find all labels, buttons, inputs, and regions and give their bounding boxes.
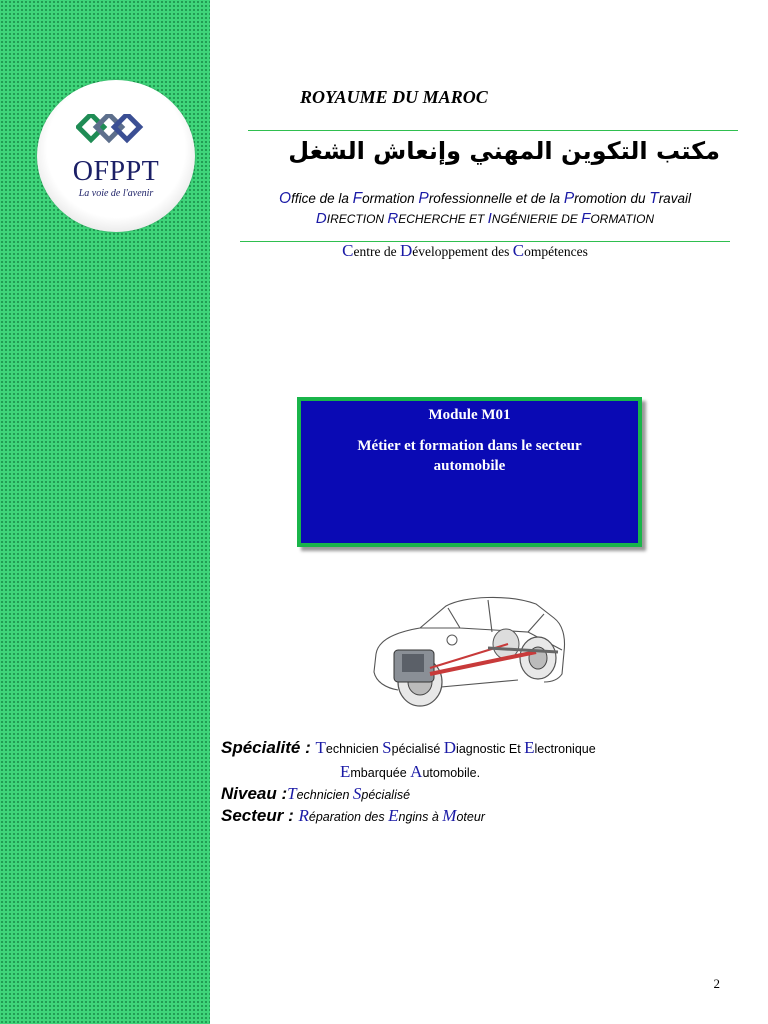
centre-name bbox=[250, 240, 680, 263]
ofppt-logo bbox=[37, 80, 195, 232]
logo-name: OFPPT bbox=[72, 156, 160, 187]
module-title: Métier et formation dans le secteur automobile bbox=[357, 438, 582, 474]
direction-name bbox=[250, 209, 720, 229]
niveau-label: Niveau : bbox=[221, 784, 288, 803]
specialite-label: Spécialité : bbox=[221, 738, 316, 757]
car-cutaway-illustration-icon bbox=[368, 592, 568, 714]
logo-tagline: La voie de l'avenir bbox=[78, 188, 154, 199]
centre-part: Compétences bbox=[512, 241, 588, 260]
centre-part: Développement des bbox=[400, 241, 513, 260]
secteur-value: Réparation des Engins à Moteur bbox=[298, 806, 485, 825]
page-number: 2 bbox=[713, 976, 720, 991]
specialite-row bbox=[221, 738, 596, 758]
office-name bbox=[250, 189, 720, 209]
office-part: Office de la bbox=[279, 190, 353, 207]
ofppt-logo-mark-icon bbox=[76, 114, 158, 146]
direction-part: DIRECTION bbox=[315, 210, 388, 227]
office-part: Promotion du bbox=[563, 190, 650, 207]
arabic-office-name: مكتب التكوين المهني وإنعاش الشغل bbox=[288, 137, 720, 165]
divider-top bbox=[248, 130, 738, 131]
specialite-value-line1: Technicien Spécialisé Diagnostic Et Electronique bbox=[315, 738, 596, 757]
niveau-value: Technicien Spécialisé bbox=[287, 784, 411, 803]
direction-part: INGÉNIERIE DE bbox=[487, 210, 582, 227]
secteur-row bbox=[221, 806, 485, 826]
direction-part: RECHERCHE ET bbox=[387, 210, 488, 227]
specialite-value-line2: Embarquée Automobile. bbox=[340, 762, 481, 781]
kingdom-title: ROYAUME DU MAROC bbox=[300, 87, 488, 107]
niveau-row bbox=[221, 784, 410, 804]
specialite-row-line2 bbox=[340, 762, 480, 782]
module-title-box bbox=[297, 397, 642, 547]
office-part: Professionnelle et de la bbox=[418, 190, 564, 207]
direction-part: FORMATION bbox=[581, 210, 655, 227]
module-code: Module M01 bbox=[428, 407, 511, 423]
office-part: Travail bbox=[649, 190, 691, 207]
centre-part: Centre de bbox=[342, 241, 400, 260]
office-part: Formation bbox=[352, 190, 419, 207]
secteur-label: Secteur : bbox=[221, 806, 299, 825]
